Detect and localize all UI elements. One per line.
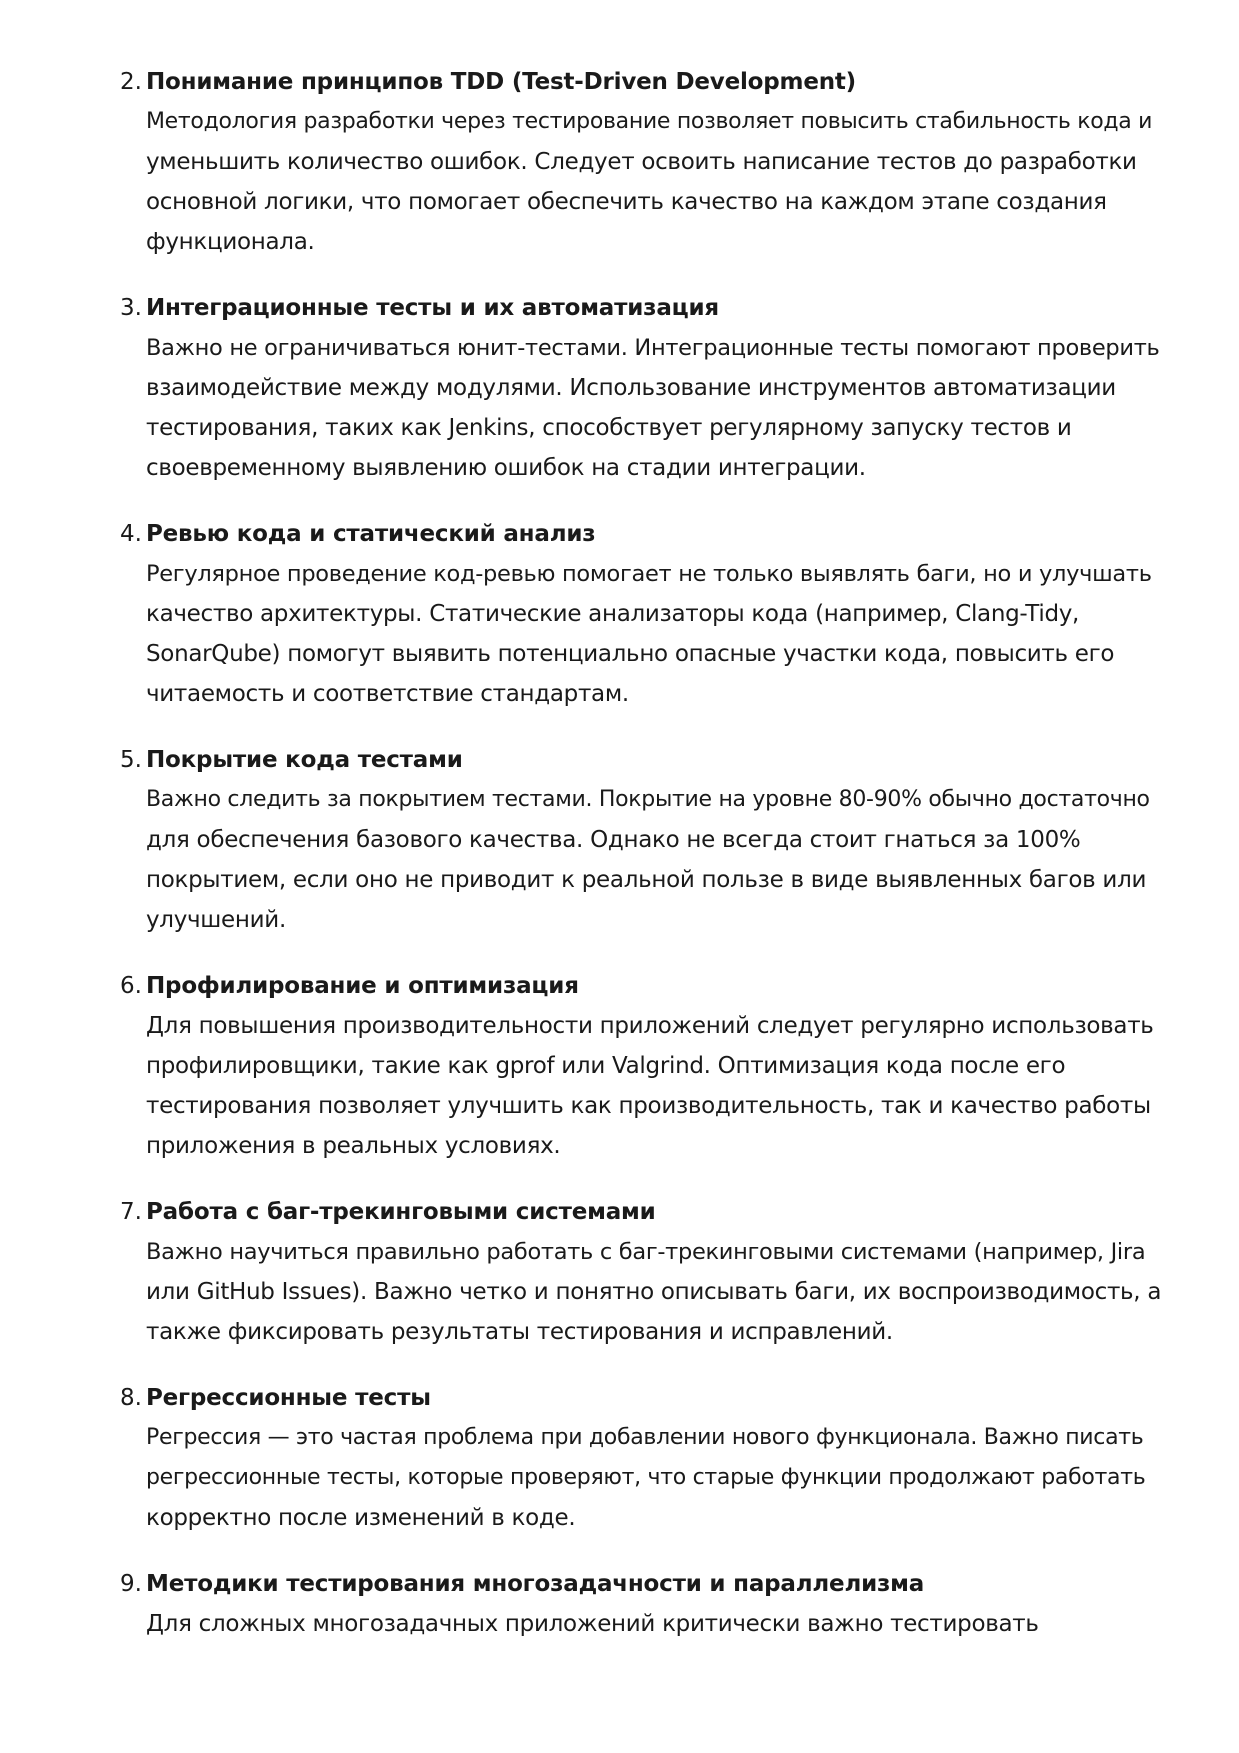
list-item-number: 7. xyxy=(120,1199,142,1225)
paragraph-line: или GitHub Issues). Важно четко и понятно описывать баги, их воспроизводимость, а xyxy=(146,1279,1162,1305)
paragraph-line: Для повышения производительности приложений следует регулярно использовать xyxy=(146,1013,1154,1039)
list-item-body xyxy=(146,1232,1166,1352)
list-item-number: 4. xyxy=(120,521,142,547)
paragraph-line: взаимодействие между модулями. Использование инструментов автоматизации xyxy=(146,375,1116,401)
paragraph-line: Важно научиться правильно работать с баг-трекинговыми системами (например, Jira xyxy=(146,1239,1146,1265)
list-item-title: Регрессионные тесты xyxy=(146,1385,431,1411)
list-item-title: Работа с баг-трекинговыми системами xyxy=(146,1199,656,1225)
list-item-number: 9. xyxy=(120,1571,142,1597)
list-item-number: 6. xyxy=(120,973,142,999)
list-item-header xyxy=(0,966,1239,1006)
list-item xyxy=(0,966,1239,1166)
paragraph-line: Важно следить за покрытием тестами. Покрытие на уровне 80-90% обычно достаточно xyxy=(146,787,1150,812)
paragraph-line: Важно не ограничиваться юнит-тестами. Интеграционные тесты помогают проверить xyxy=(146,335,1160,361)
list-item-title: Ревью кода и статический анализ xyxy=(146,521,596,547)
list-item-header xyxy=(0,1378,1239,1418)
list-item-header xyxy=(0,1192,1239,1232)
paragraph-line: функционала. xyxy=(146,229,315,255)
paragraph-line: качество архитектуры. Статические анализаторы кода (например, Clang-Tidy, xyxy=(146,601,1080,627)
list-item-number: 8. xyxy=(120,1385,142,1411)
paragraph-line: тестирования позволяет улучшить как производительность, так и качество работы xyxy=(146,1093,1151,1119)
list-item-body xyxy=(146,780,1166,940)
list-item xyxy=(0,1192,1239,1352)
paragraph-line: Регрессия — это частая проблема при добавлении нового функционала. Важно писать xyxy=(146,1425,1144,1450)
paragraph-line: Регулярное проведение код-ревью помогает не только выявлять баги, но и улучшать xyxy=(146,561,1152,587)
paragraph-line: своевременному выявлению ошибок на стадии интеграции. xyxy=(146,455,866,481)
paragraph-line: основной логики, что помогает обеспечить качество на каждом этапе создания xyxy=(146,189,1107,215)
list-item-number: 2. xyxy=(120,69,142,95)
list-item xyxy=(0,288,1239,488)
list-item-number: 3. xyxy=(120,295,142,321)
paragraph-line: профилировщики, такие как gprof или Valgrind. Оптимизация кода после его xyxy=(146,1053,1066,1079)
list-item xyxy=(0,740,1239,940)
list-item-header xyxy=(0,288,1239,328)
list-item-body xyxy=(146,1604,1166,1644)
numbered-list xyxy=(0,62,1239,1670)
list-item-title: Интеграционные тесты и их автоматизация xyxy=(146,295,719,321)
list-item-title: Покрытие кода тестами xyxy=(146,747,463,773)
list-item-body xyxy=(146,328,1166,488)
list-item-header xyxy=(0,514,1239,554)
list-item xyxy=(0,514,1239,714)
paragraph-line: тестирования, таких как Jenkins, способствует регулярному запуску тестов и xyxy=(146,415,1072,441)
paragraph-line: читаемость и соответствие стандартам. xyxy=(146,681,629,707)
paragraph-line: Для сложных многозадачных приложений критически важно тестировать xyxy=(146,1611,1039,1637)
list-item xyxy=(0,1378,1239,1538)
paragraph-line: Методология разработки через тестирование позволяет повысить стабильность кода и xyxy=(146,109,1153,134)
list-item xyxy=(0,1564,1239,1644)
list-item-body xyxy=(146,554,1166,714)
list-item-header xyxy=(0,1564,1239,1604)
paragraph-line: также фиксировать результаты тестирования и исправлений. xyxy=(146,1319,893,1345)
paragraph-line: уменьшить количество ошибок. Следует освоить написание тестов до разработки xyxy=(146,149,1137,175)
paragraph-line: корректно после изменений в коде. xyxy=(146,1505,576,1531)
list-item-body xyxy=(146,102,1166,262)
list-item-title: Методики тестирования многозадачности и параллелизма xyxy=(146,1571,925,1597)
list-item-title: Понимание принципов TDD (Test-Driven Development) xyxy=(146,69,856,95)
paragraph-line: покрытием, если оно не приводит к реальной пользе в виде выявленных багов или xyxy=(146,867,1147,893)
list-item-body xyxy=(146,1006,1166,1166)
paragraph-line: SonarQube) помогут выявить потенциально опасные участки кода, повысить его xyxy=(146,641,1115,667)
paragraph-line: для обеспечения базового качества. Однако не всегда стоит гнаться за 100% xyxy=(146,827,1081,853)
list-item-header xyxy=(0,740,1239,780)
paragraph-line: улучшений. xyxy=(146,907,286,933)
list-item xyxy=(0,62,1239,262)
list-item-title: Профилирование и оптимизация xyxy=(146,973,579,999)
paragraph-line: регрессионные тесты, которые проверяют, что старые функции продолжают работать xyxy=(146,1465,1146,1490)
list-item-body xyxy=(146,1418,1166,1538)
paragraph-line: приложения в реальных условиях. xyxy=(146,1133,561,1159)
list-item-number: 5. xyxy=(120,747,142,773)
list-item-header xyxy=(0,62,1239,102)
